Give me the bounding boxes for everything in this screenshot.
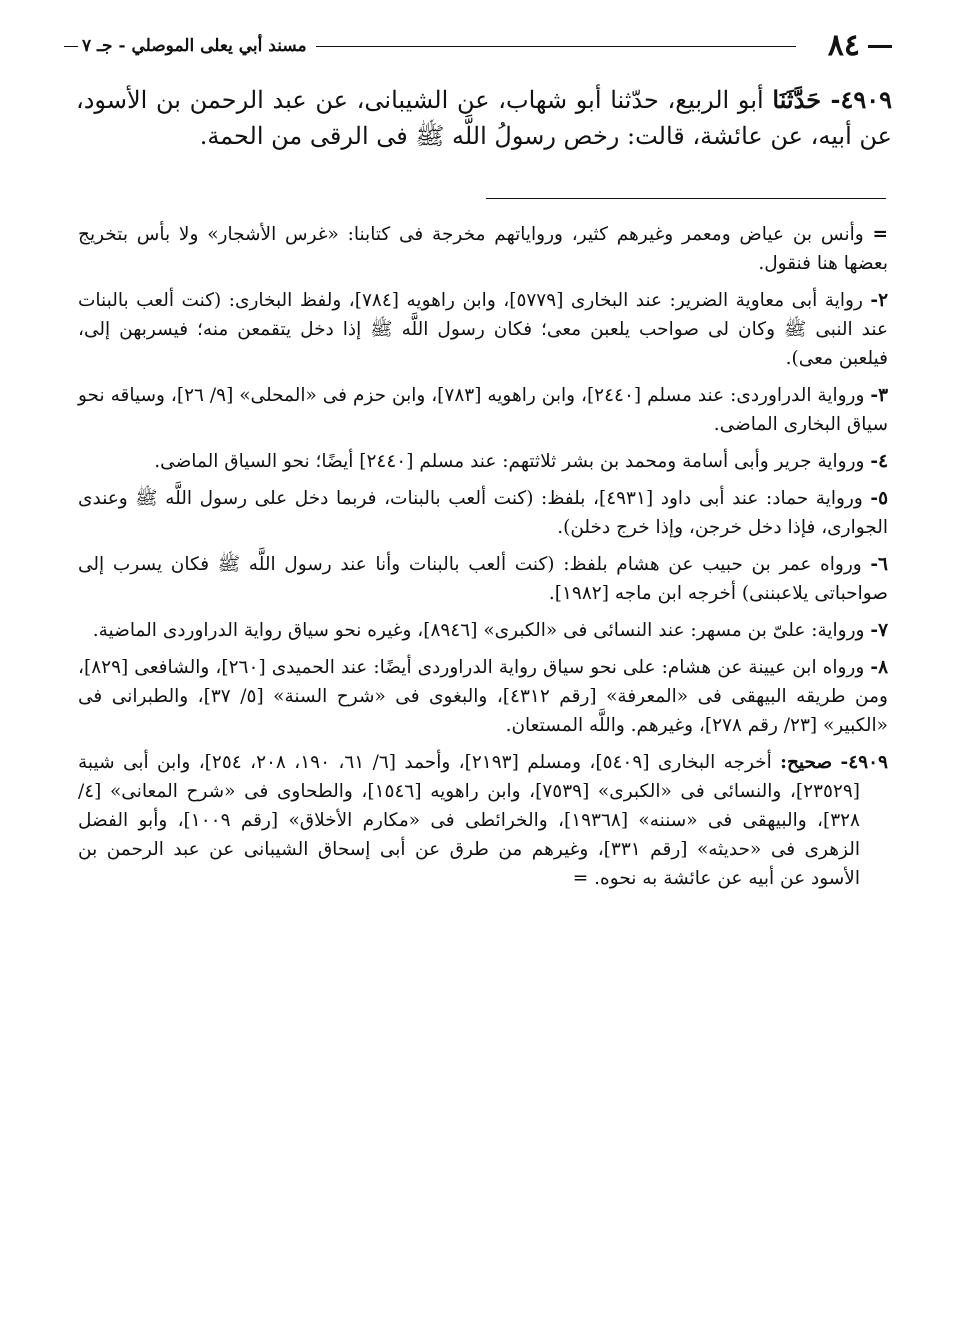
footnote-continuation: = وأنس بن عياض ومعمر وغيرهم كثير، ورواياتهم مخرجة فى كتابنا: «غرس الأشجار» ولا بأس بتخريج بعضها هنا فنقول. — [78, 224, 888, 274]
page-number: ٨٤ — [827, 28, 860, 63]
footnote-item: ٥- ورواية حماد: عند أبى داود [٤٩٣١]، بلفظ: (كنت ألعب بالبنات، فربما دخل على رسول اللَّه ﷺ وعندى الجوارى، فإذا دخل خرجن، وإذا خرج دخلن). — [78, 488, 888, 538]
takhrij-note — [78, 748, 888, 893]
footnote-separator — [486, 198, 886, 199]
page-number-dash — [868, 45, 892, 48]
footnote-item: ٤- ورواية جرير وأبى أسامة ومحمد بن بشر ثلاثتهم: عند مسلم [٢٤٤٠] أيضًا؛ نحو السياق الماضى. — [154, 451, 888, 472]
running-header — [68, 28, 892, 64]
footnote-item: ٨- ورواه ابن عيينة عن هشام: على نحو سياق رواية الدراوردى أيضًا: عند الحميدى [٢٦٠]، والشافعى [٨٢٩]، ومن طريقه البيهقى فى «المعرفة» [رقم ٤٣١٢]، والبغوى فى «شرح السنة» [٥/ ٣٧]، والطبرانى فى «الكبير» [٢٣/ رقم ٢٧٨]، وغيرهم. واللَّه المستعان. — [78, 657, 888, 736]
continuation-mark: = — [572, 868, 589, 889]
footnote-item: ٣- ورواية الدراوردى: عند مسلم [٢٤٤٠]، وابن راهويه [٧٨٣]، وابن حزم فى «المحلى» [٩/ ٢٦]، وسياقه نحو سياق البخارى الماضى. — [78, 385, 888, 435]
takhrij-text: أخرجه البخارى [٥٤٠٩]، ومسلم [٢١٩٣]، وأحمد [٦/ ٦١، ١٩٠، ٢٠٨، ٢٥٤]، وابن أبى شيبة [٢٣٥٢٩]، والنسائى فى «الكبرى» [٧٥٣٩]، وابن راهويه [١٥٤٦]، والطحاوى فى «شرح المعانى» [٤/ ٣٢٨]، والبيهقى فى «سننه» [١٩٣٦٨]، والخرائطى فى «مكارم الأخلاق» [رقم ١٠٠٩]، وأبو الفضل الزهرى فى «حديثه» [رقم ٣٣١]، وغيرهم من طرق عن أبى إسحاق الشيبانى عن عبد الرحمن بن الأسود عن أبيه عن عائشة به نحوه. — [78, 752, 860, 889]
hadith-text-block: ٤٩٠٩- حَدَّثَنَا أبو الربيع، حدّثنا أبو شهاب، عن الشيبانى، عن عبد الرحمن بن الأسود، عن أبيه، عن عائشة، قالت: رخص رسولُ اللَّه ﷺ فى الرقى من الحمة. — [76, 85, 892, 150]
footnote-item: ٢- رواية أبى معاوية الضرير: عند البخارى [٥٧٧٩]، وابن راهويه [٧٨٤]، ولفظ البخارى: (كنت ألعب بالبنات عند النبى ﷺ وكان لى صواحب يلعبن معى؛ فكان رسول اللَّه ﷺ إذا دخل يتقمعن منه؛ فيسربهن إلى، فيلعبن معى). — [78, 290, 889, 369]
footnote-item: ٧- ورواية: علىّ بن مسهر: عند النسائى فى «الكبرى» [٨٩٤٦]، وغيره نحو سياق رواية الدراوردى الماضية. — [92, 620, 888, 641]
header-rule — [316, 46, 796, 47]
book-title: مسند أبي يعلى الموصلي - جـ ٧ — [82, 36, 307, 56]
takhrij-grade: صحيح: — [780, 752, 833, 773]
takhrij-number: ٤٩٠٩- — [840, 752, 888, 773]
footnotes — [78, 220, 888, 901]
hadith-opening: حَدَّثَنَا — [772, 85, 822, 114]
hadith-text: أبو الربيع، حدّثنا أبو شهاب، عن الشيبانى، عن عبد الرحمن بن الأسود، عن أبيه، عن عائشة، قالت: رخص رسولُ اللَّه ﷺ فى الرقى من الحمة. — [76, 86, 892, 150]
hadith-number: ٤٩٠٩ — [840, 85, 892, 114]
header-tail-dash — [64, 46, 78, 47]
footnote-item: ٦- ورواه عمر بن حبيب عن هشام بلفظ: (كنت ألعب بالبنات وأنا عند رسول اللَّه ﷺ فكان يسرب إلى صواحباتى يلاعبننى) أخرجه ابن ماجه [١٩٨٢]. — [78, 554, 888, 604]
